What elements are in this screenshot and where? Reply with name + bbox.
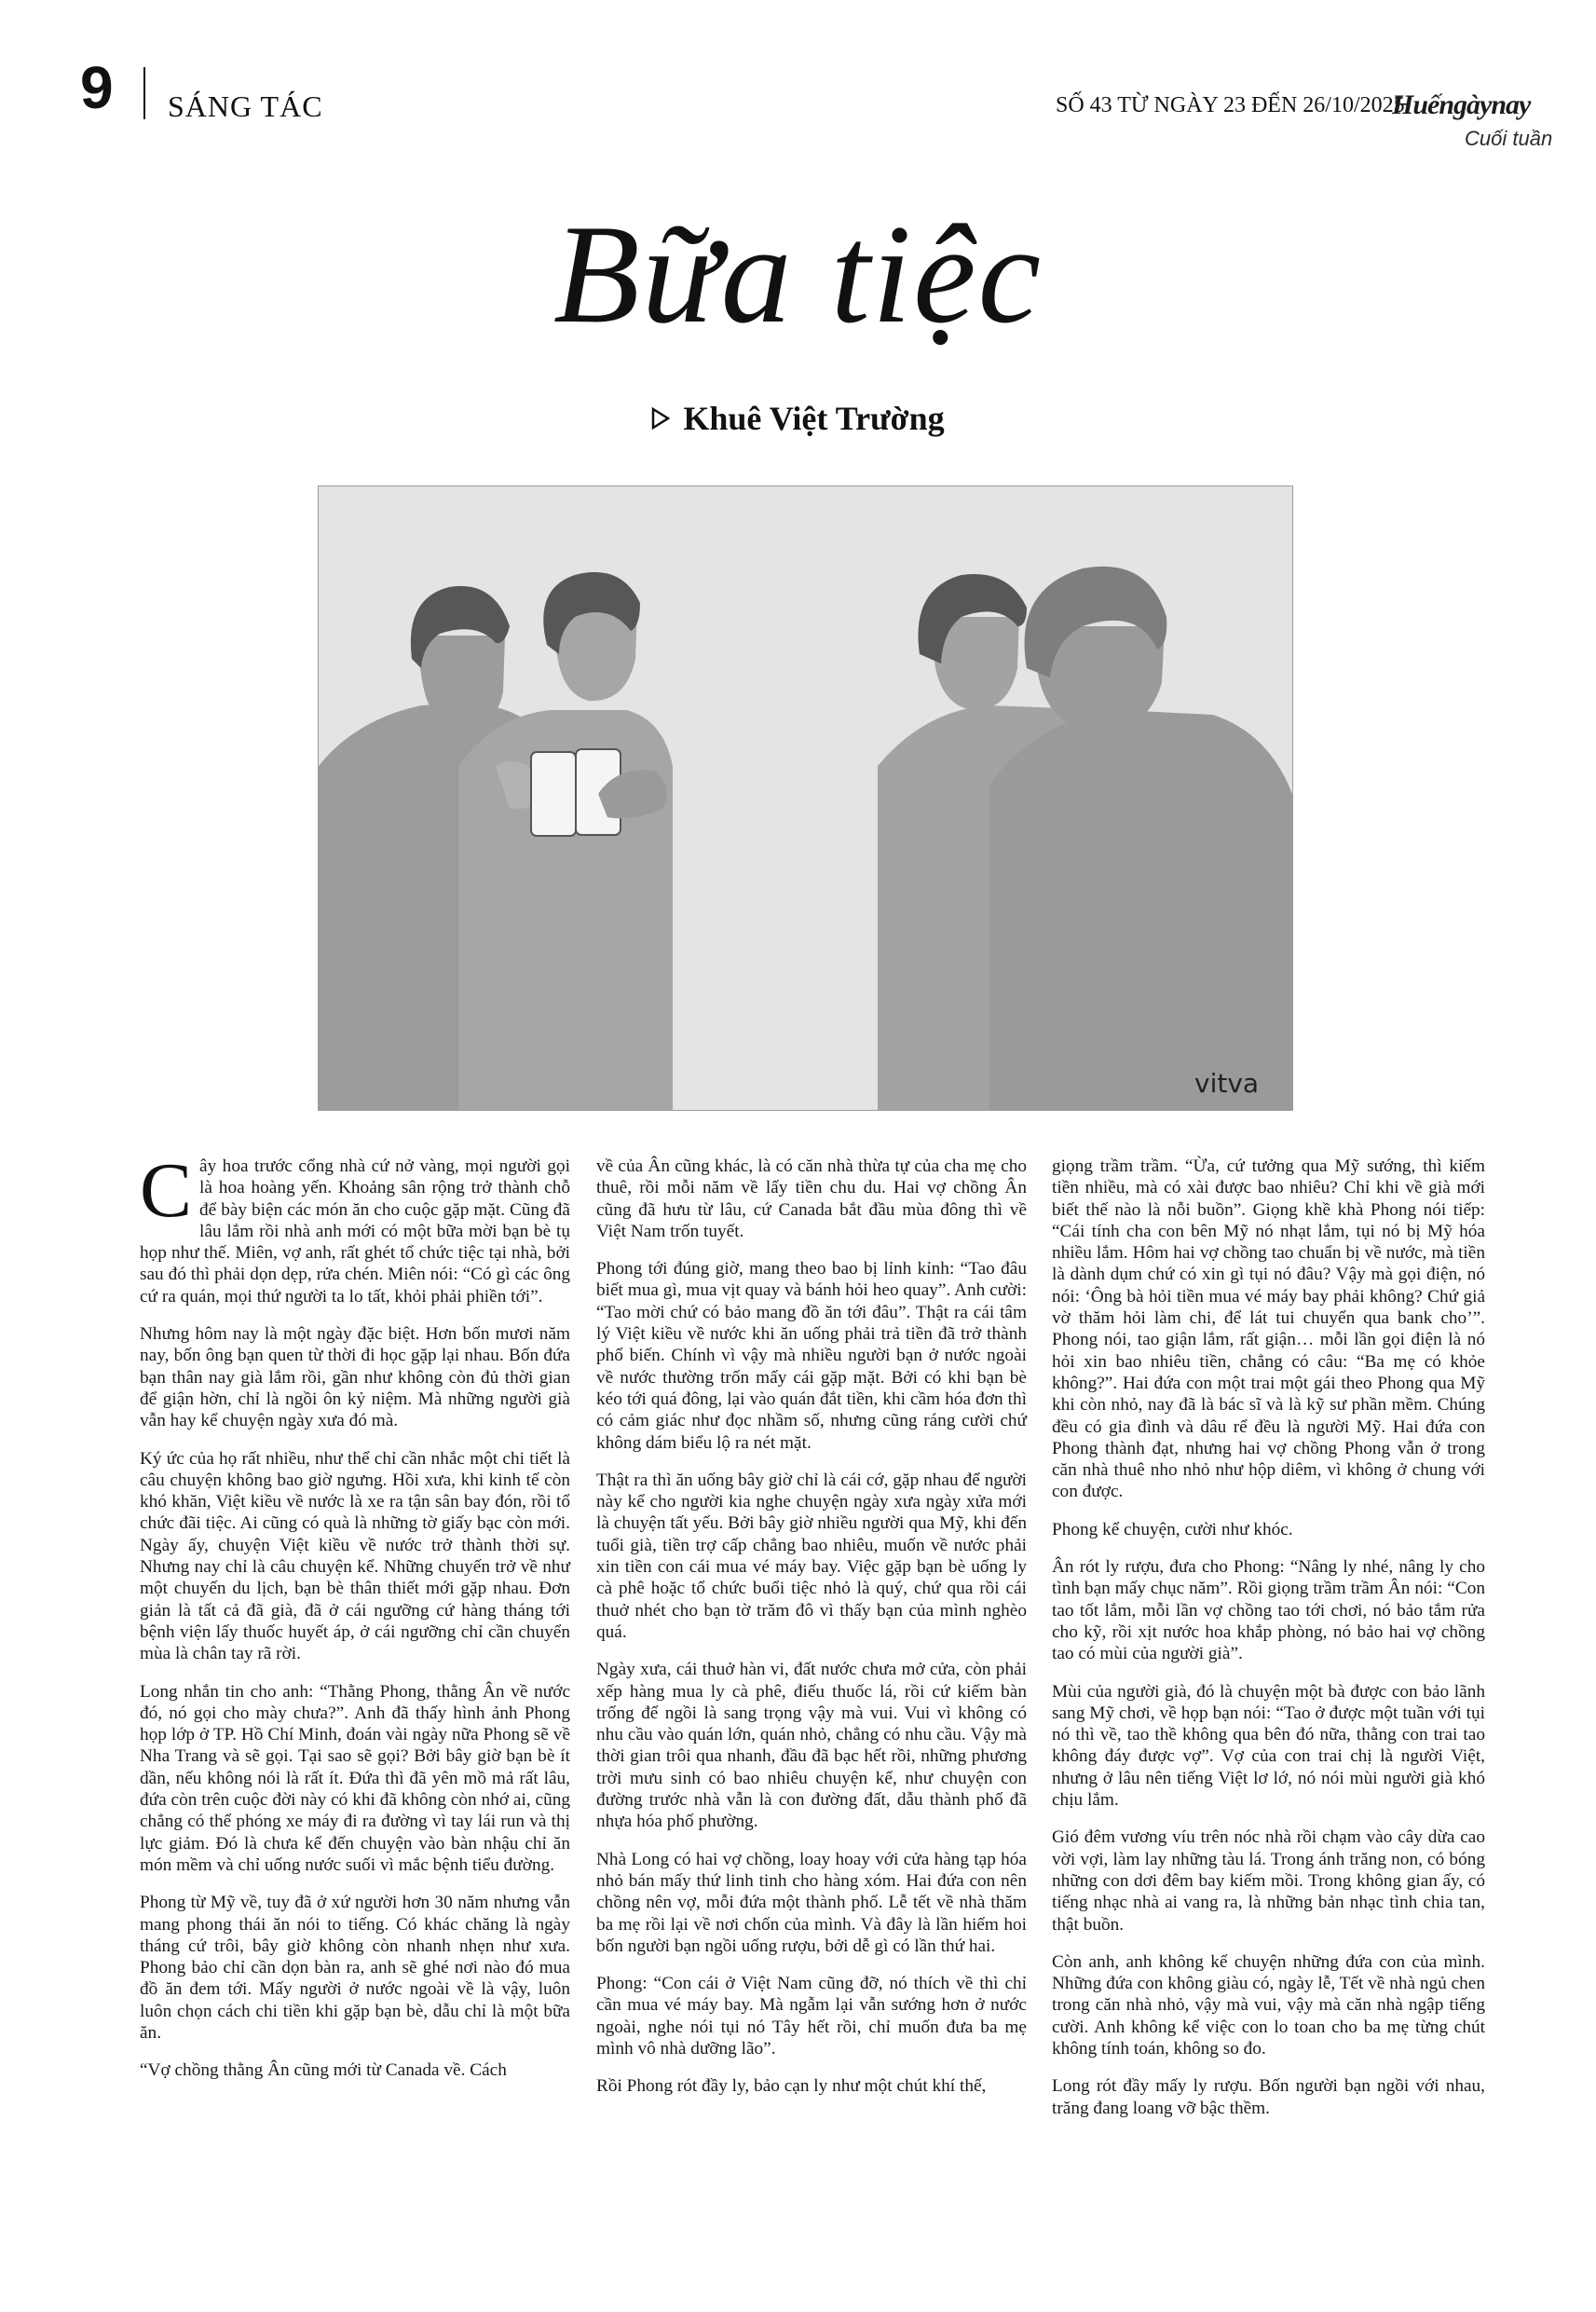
paragraph: Ngày xưa, cái thuở hàn vi, đất nước chưa mở cửa, còn phải xếp hàng mua ly cà phê, điếu thuốc lá, rồi cứ kiếm bàn trống để ngồi là sang trọng vậy mà vui. Vui vì không có nhu cầu vào quán lớn, quán nhỏ, chẳng có nhu cầu. Vậy mà thời gian trôi qua nhanh, đầu đã bạc hết rồi, những phương trời mưu sinh có bao nhiêu chuyện kể, như chuyện con đường trước nhà vẫn là con đường đất, dẫu thành phố đã nhựa hóa phố phường.	[596, 1660, 1027, 1832]
paragraph: Thật ra thì ăn uống bây giờ chỉ là cái cớ, gặp nhau để người này kể cho người kia nghe chuyện ngày xưa ngày xửa mới là chuyện tất yếu. Bởi bây giờ nhiều người qua Mỹ, khi đến tuổi già, tiền trợ cấp chẳng bao nhiêu, muốn về nước phải xin tiền con cái mua vé máy bay. Việc gặp bạn bè uống ly cà phê hoặc tổ chức buổi tiệc nhỏ là quý, chứ qua rồi cái thuở nhét cho bạn tờ trăm đô vì thấy bạn của mình nghèo quá.	[596, 1470, 1027, 1642]
paragraph: Phong: “Con cái ở Việt Nam cũng đỡ, nó thích về thì chỉ cần mua vé máy bay. Mà ngẫm lại vẫn sướng hơn ở nước ngoài, nghe nói tụi nó Tây hết rồi, chỉ muốn đưa ba mẹ mình vô nhà dưỡng lão”.	[596, 1974, 1027, 2059]
brand-subtitle: Cuối tuần	[1465, 127, 1553, 150]
paragraph: Mùi của người già, đó là chuyện một bà được con bảo lãnh sang Mỹ chơi, về họp bạn nói: “Tao ở được một tuần với tụi nó thì về, tao thề không qua bên đó nữa, thằng con trai tao không đáy được vợ”. Vợ của con trai chị là người Việt, nhưng ở lâu nên tiếng Việt lơ lớ, nó nói mùi người già khó chịu lắm.	[1052, 1681, 1485, 1811]
paragraph: Phong tới đúng giờ, mang theo bao bị lỉnh kỉnh: “Tao đâu biết mua gì, mua vịt quay và bánh hỏi heo quay”. Anh cười: “Tao mời chứ có bảo mang đồ ăn tới đâu”. Thật ra cái tâm lý Việt kiều về nước khi ăn uống phải trả tiền đã trở thành phổ biến. Chính vì vậy mà nhiều người bạn ở nước ngoài về nước thường trốn mấy cái gặp mặt. Bởi có khi bạn bè kéo tới quá đông, lại vào quán đắt tiền, khi cầm hóa đơn thì có cảm giác như đọc nhầm số, nhưng cũng ráng cười chứ không dám biểu lộ ra nét mặt.	[596, 1259, 1027, 1453]
paragraph: Phong từ Mỹ về, tuy đã ở xứ người hơn 30 năm nhưng vẫn mang phong thái ăn nói to tiếng. Có khác chăng là ngày tháng cứ trôi, bây giờ không còn nhanh nhẹn như xưa. Phong bảo chỉ cần dọn bàn ra, anh sẽ ghé nơi nào đó mua đồ ăn đem tới. Mấy người ở nước ngoài về là vậy, luôn luôn chọn cách chi tiền khi gặp bạn bè, dẫu chỉ là một bữa ăn.	[140, 1893, 570, 2043]
page-header	[0, 0, 1596, 158]
illustration-drawing	[319, 486, 1292, 1110]
paragraph: Còn anh, anh không kể chuyện những đứa con của mình. Những đứa con không giàu có, ngày lễ, Tết về nhà ngủ chen trong căn nhà nhỏ, vậy mà vui, vậy mà căn nhà ngập tiếng cười. Anh không kể việc con lo toan cho ba mẹ từng chút không tính toán, không so đo.	[1052, 1951, 1485, 2059]
author-name: Khuê Việt Trường	[683, 400, 945, 437]
triangle-icon	[651, 399, 670, 438]
illustration	[318, 486, 1293, 1111]
paragraph: Ân rót ly rượu, đưa cho Phong: “Nâng ly nhé, nâng ly cho tình bạn mấy chục năm”. Rồi giọng trầm trầm Ân nói: “Con tao tốt lắm, mỗi lần vợ chồng tao tới chơi, nó bảo tắm rửa cho kỹ, rồi xịt nước hoa khắp phòng, nó bảo hai vợ chồng tao có mùi của người già”.	[1052, 1557, 1485, 1664]
paragraph: Ký ức của họ rất nhiều, như thể chỉ cần nhắc một chi tiết là câu chuyện không bao giờ ngưng. Hồi xưa, khi kinh tế còn khó khăn, Việt kiều về nước là xe ra tận sân bay đón, rồi tổ chức đãi tiệc. Ai cũng có quà là những tờ giấy bạc còn mới. Ngày ấy, chuyện Việt kiều về nước trở thành thời sự. Nhưng nay chỉ là câu chuyện kể. Những chuyến trở về như một chuyến du lịch, bạn bè thân thiết mới gặp nhau. Đơn giản là tất cả đã già, đã ở cái ngưỡng cứ hàng tháng tới bệnh viện lấy thuốc huyết áp, ở cái ngưỡng chỉ cần chuyển mùa là chân tay rã rời.	[140, 1448, 570, 1664]
article-title: Bữa tiệc	[552, 196, 1044, 352]
article-column-2	[596, 1156, 1027, 2114]
paragraph: Nhưng hôm nay là một ngày đặc biệt. Hơn bốn mươi năm nay, bốn ông bạn quen từ thời đi học gặp lại nhau. Bốn đứa bạn thân nay già lắm rồi, gần như không còn đủ thời gian để giận hờn, chỉ là ngồi ôn kỷ niệm. Mà những người già vẫn hay kể chuyện ngày xưa đó mà.	[140, 1324, 570, 1431]
paragraph: Long nhắn tin cho anh: “Thằng Phong, thằng Ân về nước đó, nó gọi cho mày chưa?”. Anh đã thấy hình ảnh Phong họp lớp ở TP. Hồ Chí Minh, đoán vài ngày nữa Phong sẽ về Nha Trang và sẽ gọi. Tại sao sẽ gọi? Bởi bây giờ bạn bè ít dần, nếu không nói là rất ít. Đứa thì đã yên mồ mả rất lâu, đứa còn trên cuộc đời này có khi đã không còn nhớ ai, cũng chẳng có thể phóng xe máy đi ra đường vì tay lái run và thị lực giảm. Đó là chưa kể đến chuyện vào bàn nhậu chỉ ăn món mềm và chỉ uống nước suối vì mắc bệnh tiểu đường.	[140, 1681, 570, 1875]
article-column-1	[140, 1147, 570, 2098]
paragraph: Gió đêm vương víu trên nóc nhà rồi chạm vào cây dừa cao vời vợi, làm lay những tàu lá. Trong ánh trăng non, có bóng những con dơi đêm bay kiếm mồi. Trong không gian ấy, có tiếng nhạc nhà ai vang ra, là những bản nhạc tình chia tan, thật buồn.	[1052, 1827, 1485, 1935]
illustration-signature: vitva	[1194, 1068, 1260, 1099]
section-label: SÁNG TÁC	[168, 89, 323, 123]
paragraph: Long rót đầy mấy ly rượu. Bốn người bạn ngồi với nhau, trăng đang loang vỡ bậc thềm.	[1052, 2076, 1485, 2118]
paragraph: Rồi Phong rót đầy ly, bảo cạn ly như một chút khí thế,	[596, 2076, 987, 2097]
page-number: 9	[80, 54, 114, 121]
article-column-3	[1052, 1156, 1485, 2135]
paragraph: “Vợ chồng thằng Ân cũng mới từ Canada về. Cách	[140, 2060, 507, 2081]
paragraph: về của Ân cũng khác, là có căn nhà thừa tự của cha mẹ cho thuê, rồi mỗi năm về lấy tiền chu du. Hai vợ chồng Ân cũng đã hưu từ lâu, cứ Canada bắt đầu mùa đông thì về Việt Nam trốn tuyết.	[596, 1156, 1027, 1241]
paragraph: Nhà Long có hai vợ chồng, loay hoay với cửa hàng tạp hóa nhỏ bán mấy thứ linh tinh cho hàng xóm. Hai đứa con nên chồng nên vợ, mỗi đứa một thành phố. Lễ tết về nhà thăm ba mẹ rồi lại về nơi chốn của mình. Và đây là lần hiếm hoi bốn người bạn ngồi uống rượu, bởi dễ gì có lần thứ hai.	[596, 1849, 1027, 1956]
paragraph: giọng trầm trầm. “Ừa, cứ tưởng qua Mỹ sướng, thì kiếm tiền nhiều, mà có xài được bao nhiêu? Chỉ khi về già mới biết thế nào là nỗi buồn”. Giọng khề khà Phong nói tiếp: “Cái tính cha con bên Mỹ nó nhạt lắm, tụi nó bị Mỹ hóa nhiều lắm. Hôm hai vợ chồng tao chuẩn bị về nước, mà tiền là dành dụm chứ có xin gì tụi nó đâu? Vậy mà gọi điện, nó nói: ‘Ông bà hỏi tiền mua vé máy bay phải không? Chứ giả vờ thăm hỏi làm chi, để lát tui chuyển qua bank cho’”. Phong nói, tao giận lắm, rất giận… mỗi lần gọi điện là nó hỏi xin bao nhiêu tiền, chẳng có câu: “Ba mẹ có khỏe không?”. Hai đứa con một trai một gái theo Phong qua Mỹ khi còn nhỏ, nay đã là bác sĩ và là kỹ sư phần mềm. Chúng đều có gia đình và dâu rể đều là người Mỹ. Hai đứa con Phong thành đạt, nhưng hai vợ chồng Phong vẫn ở trong căn nhà thuê nho nhỏ như hộp diêm, vì không ở chung với con được.	[1052, 1156, 1485, 1502]
brand-logo: Huếngàynay	[1392, 89, 1531, 120]
paragraph: Phong kể chuyện, cười như khóc.	[1052, 1519, 1293, 1539]
dropcap: C	[140, 1147, 193, 1234]
header-divider	[143, 67, 145, 119]
paragraph: Cây hoa trước cổng nhà cứ nở vàng, mọi người gọi là hoa hoàng yến. Khoảng sân rộng trở thành chỗ để bày biện các món ăn cho cuộc gặp mặt. Cũng đã lâu lắm rồi nhà anh mới có một bữa mời bạn bè tụ họp như thế. Miên, vợ anh, rất ghét tổ chức tiệc tại nhà, bởi sau đó thì phải dọn dẹp, rửa chén. Miên nói: “Có gì các ông cứ ra quán, mọi thứ người ta lo tất, khỏi phải phiền tới”.	[140, 1147, 570, 1306]
byline	[0, 399, 1596, 438]
issue-info: SỐ 43 TỪ NGÀY 23 ĐẾN 26/10/2025	[1056, 93, 1405, 117]
